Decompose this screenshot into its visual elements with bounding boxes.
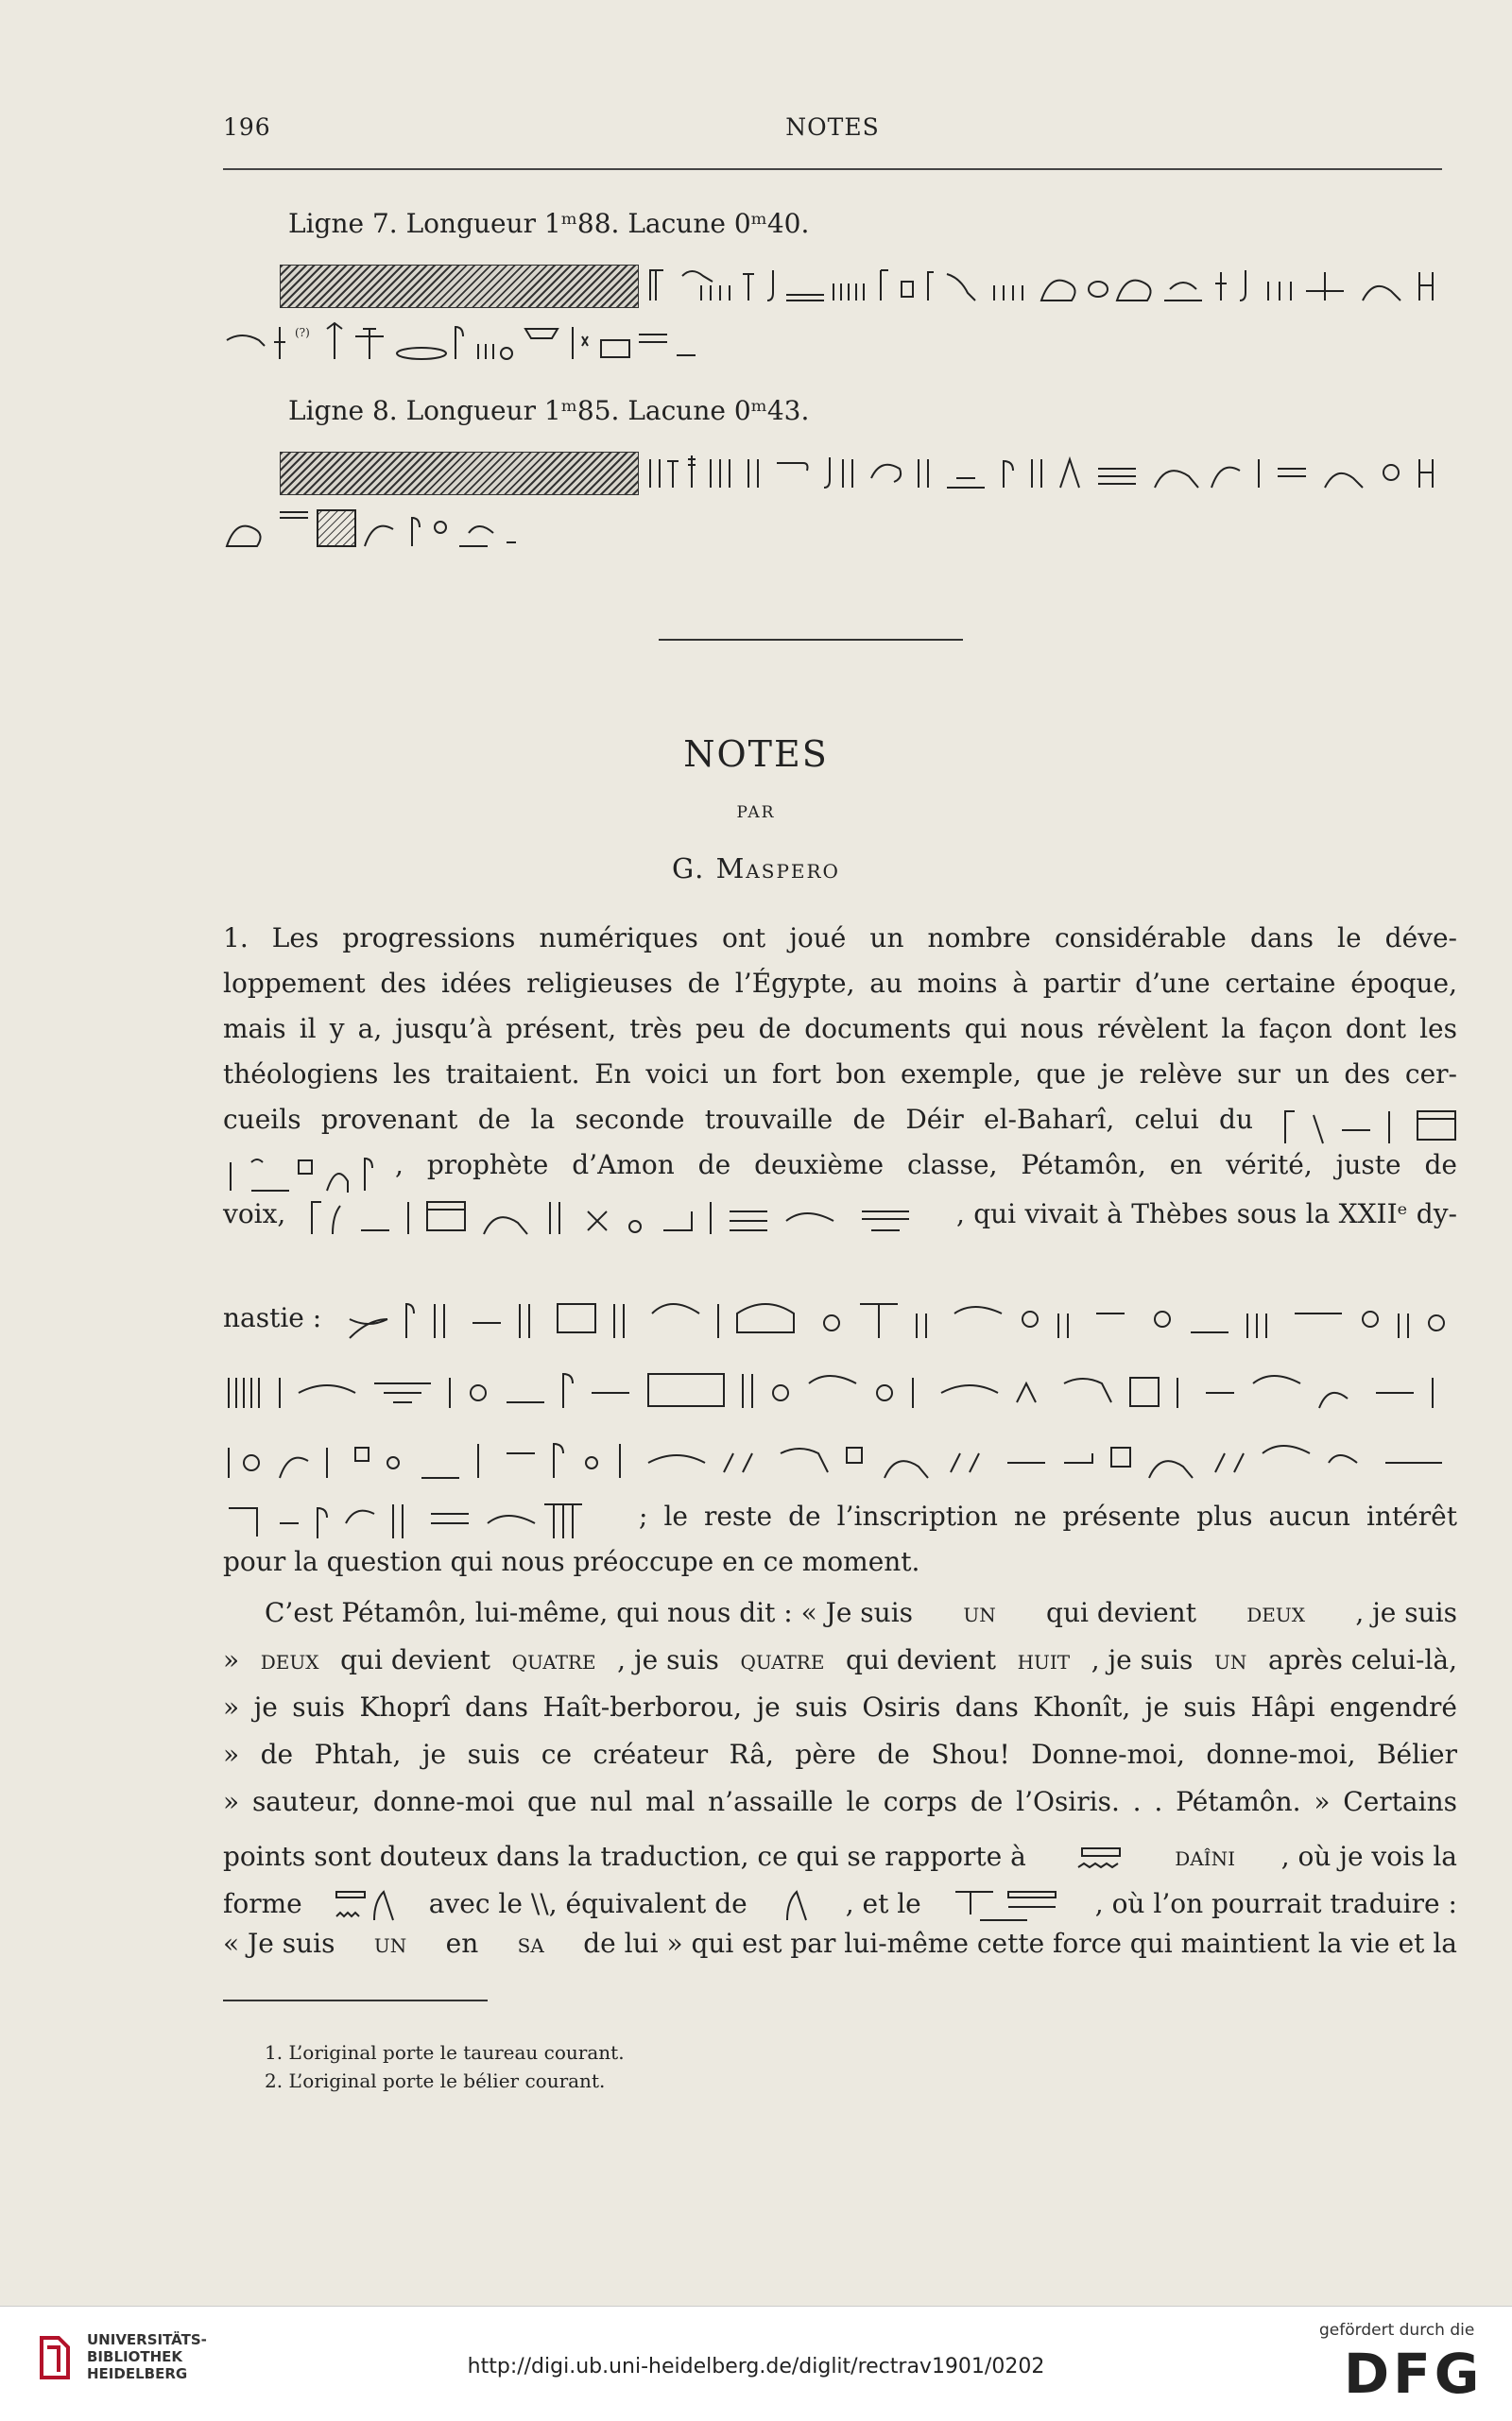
hieroglyph-inline bbox=[952, 1882, 1065, 1924]
text-fragment: daîni bbox=[1175, 1840, 1235, 1872]
hieroglyph-row bbox=[331, 1285, 1455, 1342]
text-line: , qui vivait à Thèbes sous la XXIIᵉ dy- bbox=[956, 1198, 1457, 1229]
section-separator bbox=[659, 639, 963, 641]
text-line: » de Phtah, je suis ce créateur Râ, père de Shou! Donne-moi, donne-moi, Bélier bbox=[223, 1739, 1457, 1770]
hieroglyph-glyphs bbox=[223, 1485, 639, 1542]
article-par: PAR bbox=[736, 803, 776, 822]
hieroglyph-inline bbox=[304, 1193, 956, 1236]
footnote-rule bbox=[223, 2000, 488, 2001]
text-fragment: quatre bbox=[740, 1644, 825, 1675]
hieroglyph-glyphs bbox=[644, 450, 1467, 493]
running-header bbox=[223, 113, 1442, 151]
hieroglyph-inline bbox=[1073, 1837, 1129, 1875]
text-fragment: , je suis bbox=[617, 1644, 719, 1675]
hieroglyph-glyphs bbox=[223, 1425, 1457, 1482]
header-rule bbox=[223, 168, 1442, 170]
page-number: 196 bbox=[223, 113, 271, 141]
text-fragment: quatre bbox=[511, 1644, 596, 1675]
text-fragment: un bbox=[1213, 1644, 1247, 1675]
hieroglyph-row bbox=[644, 263, 1467, 306]
hieroglyph-row bbox=[223, 505, 544, 548]
hieroglyph-glyphs bbox=[331, 1285, 1455, 1342]
lacuna-hatch bbox=[280, 452, 639, 495]
hieroglyph-row bbox=[223, 1485, 639, 1542]
hieroglyph-glyphs bbox=[223, 1149, 393, 1193]
text-fragment: qui devient bbox=[1046, 1597, 1196, 1628]
text-line: ; le reste de l’inscription ne présente plus aucun intérêt bbox=[639, 1501, 1457, 1532]
institution-line: UNIVERSITÄTS- bbox=[87, 2331, 207, 2348]
text-line: cueils provenant de la seconde trouvaille de Déir el-Baharî, celui du bbox=[223, 1104, 1253, 1135]
text-line: pour la question qui nous préoccupe en ce moment. bbox=[223, 1546, 920, 1577]
article-title: NOTES bbox=[683, 733, 829, 775]
hieroglyph-inline bbox=[778, 1882, 816, 1924]
article-author: G. Maspero bbox=[672, 852, 840, 884]
permalink-url[interactable]: http://digi.ub.uni-heidelberg.de/diglit/rectrav1901/0202 bbox=[467, 2355, 1045, 2378]
text-line: voix, bbox=[223, 1198, 286, 1229]
hieroglyph-glyphs bbox=[223, 318, 790, 361]
text-line: , prophète d’Amon de deuxième classe, Pétamôn, en vérité, juste de bbox=[395, 1149, 1457, 1180]
text-fragment: de lui » qui est par lui-même cette force qui maintient la vie et la bbox=[583, 1928, 1457, 1959]
text-fragment: « Je suis bbox=[223, 1928, 335, 1959]
text-fragment: avec le \\, équivalent de bbox=[428, 1887, 747, 1919]
dfg-logo: DFG bbox=[1344, 2342, 1484, 2406]
hieroglyph-glyphs bbox=[223, 505, 544, 548]
text-fragment: , où je vois la bbox=[1280, 1840, 1457, 1872]
hieroglyph-inline bbox=[333, 1882, 399, 1924]
text-fragment: qui devient bbox=[846, 1644, 996, 1675]
hieroglyph-inline bbox=[1276, 1102, 1465, 1145]
text-line bbox=[223, 1833, 1457, 1879]
ligne-8-label: Ligne 8. Longueur 1ᵐ85. Lacune 0ᵐ43. bbox=[288, 395, 810, 426]
text-line: loppement des idées religieuses de l’Égypte, au moins à partir d’une certaine époque, bbox=[223, 968, 1457, 999]
text-line: 1. Les progressions numériques ont joué un nombre considérable dans le déve- bbox=[223, 922, 1457, 953]
text-line: nastie : bbox=[223, 1302, 322, 1333]
text-fragment: qui devient bbox=[340, 1644, 490, 1675]
text-fragment: , je suis bbox=[1355, 1597, 1457, 1628]
text-fragment: C’est Pétamôn, lui-même, qui nous dit : « Je suis bbox=[265, 1597, 914, 1628]
text-fragment: , où l’on pourrait traduire : bbox=[1094, 1887, 1457, 1919]
text-fragment: sa bbox=[517, 1928, 544, 1959]
lacuna-hatch bbox=[280, 265, 639, 308]
hieroglyph-row bbox=[223, 1425, 1457, 1482]
svg-text:(?): (?) bbox=[295, 326, 310, 339]
text-fragment: points sont douteux dans la traduction, ce qui se rapporte à bbox=[223, 1840, 1026, 1872]
text-line: » je suis Khoprî dans Haît-berborou, je suis Osiris dans Khonît, je suis Hâpi engendré bbox=[223, 1691, 1457, 1723]
hieroglyph-inline bbox=[223, 1149, 393, 1193]
text-line: » sauteur, donne-moi que nul mal n’assaille le corps de l’Osiris. . . Pétamôn. » Certains bbox=[223, 1786, 1457, 1817]
text-line bbox=[265, 1597, 1457, 1642]
text-line: mais il y a, jusqu’à présent, très peu de documents qui nous révèlent la façon dont les bbox=[223, 1013, 1457, 1044]
hieroglyph-glyphs bbox=[1276, 1102, 1465, 1145]
text-fragment: deux bbox=[260, 1644, 319, 1675]
ligne-7-label: Ligne 7. Longueur 1ᵐ88. Lacune 0ᵐ40. bbox=[288, 208, 810, 239]
footnote-2: 2. L’original porte le bélier courant. bbox=[265, 2069, 606, 2092]
text-fragment: huit bbox=[1017, 1644, 1071, 1675]
funded-by-label: gefördert durch die bbox=[1319, 2321, 1475, 2340]
footnote-1: 1. L’original porte le taureau courant. bbox=[265, 2041, 625, 2064]
hieroglyph-glyphs bbox=[223, 1355, 1457, 1412]
hieroglyph-row bbox=[223, 1355, 1457, 1412]
institution-line: BIBLIOTHEK bbox=[87, 2348, 182, 2365]
text-fragment: après celui-là, bbox=[1267, 1644, 1457, 1675]
hieroglyph-glyphs bbox=[304, 1193, 956, 1236]
text-fragment: un bbox=[373, 1928, 407, 1959]
text-line bbox=[223, 1644, 1457, 1690]
text-fragment: » bbox=[223, 1644, 240, 1675]
text-fragment: un bbox=[963, 1597, 996, 1628]
text-fragment: , et le bbox=[845, 1887, 921, 1919]
text-fragment: , je suis bbox=[1091, 1644, 1194, 1675]
hieroglyph-row bbox=[223, 318, 790, 361]
text-line: théologiens les traitaient. En voici un fort bon exemple, que je relève sur un des cer- bbox=[223, 1058, 1457, 1090]
text-line bbox=[223, 1880, 1457, 1926]
text-fragment: forme bbox=[223, 1887, 302, 1919]
text-fragment: en bbox=[445, 1928, 479, 1959]
text-fragment: deux bbox=[1246, 1597, 1305, 1628]
institution-line: HEIDELBERG bbox=[87, 2365, 188, 2382]
running-title: NOTES bbox=[785, 113, 880, 141]
text-line bbox=[223, 1928, 1457, 1973]
hieroglyph-row bbox=[644, 450, 1467, 493]
hieroglyph-glyphs bbox=[644, 263, 1467, 306]
